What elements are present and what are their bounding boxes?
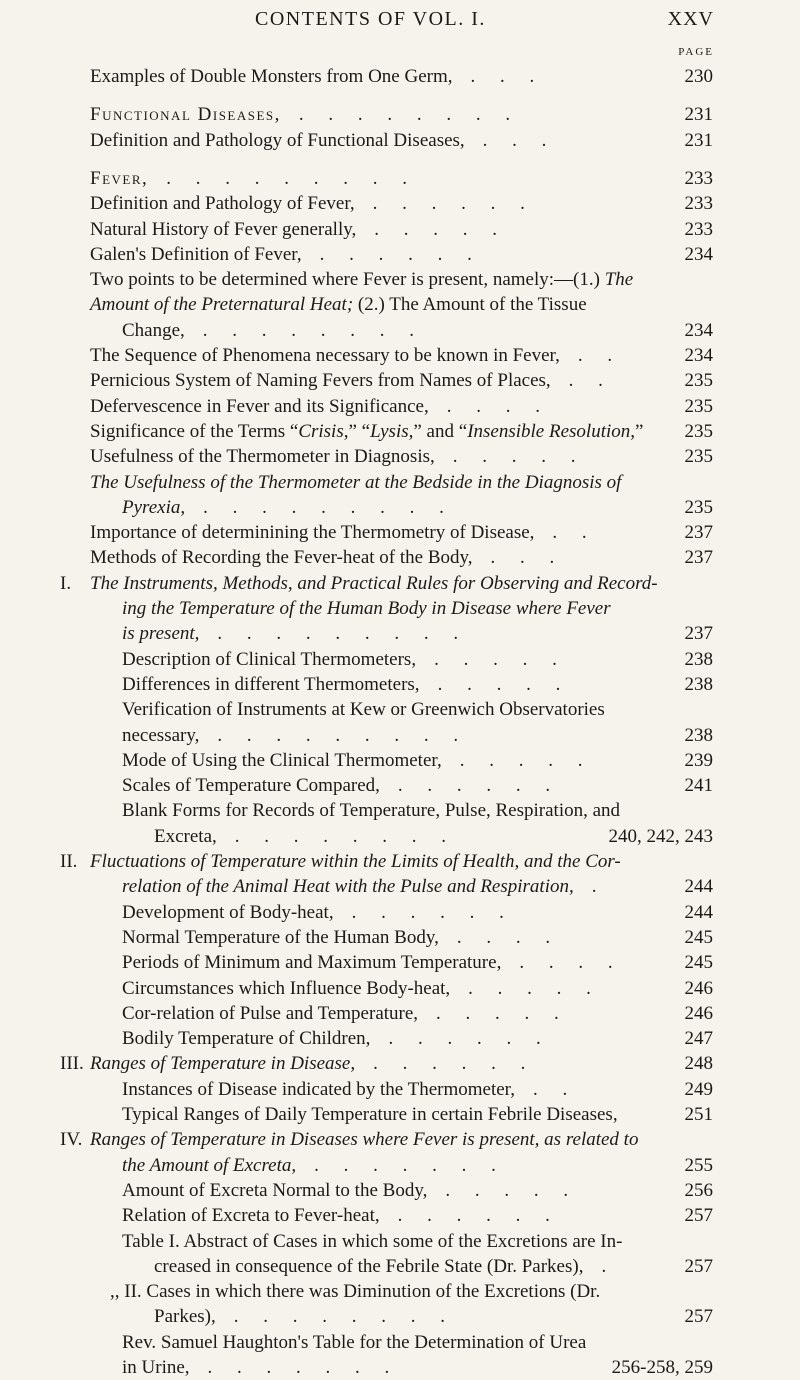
toc-entry (0, 1127, 800, 1152)
entry-title: Description of Clinical Thermometers, (122, 648, 417, 670)
toc-entry (0, 1153, 800, 1178)
entry-title: Verification of Instruments at Kew or Greenwich Observatories (122, 699, 605, 721)
toc-entry-text (90, 419, 700, 444)
toc-entry-text (122, 1102, 700, 1127)
entry-title: The Usefulness of the Thermometer at the Bedside in the Diagnosis of (90, 471, 622, 493)
page-number: 245 (684, 926, 713, 948)
leader-dots: . . . . . . (372, 193, 535, 215)
entry-title: Natural History of Fever generally, (90, 218, 357, 240)
toc-entry (0, 824, 800, 849)
entry-title: necessary, (122, 724, 200, 746)
page-number: 245 (684, 952, 713, 974)
leader-dots: . . . . . . . . (202, 319, 425, 341)
toc-entry-text (122, 1077, 700, 1102)
toc-entry (0, 621, 800, 646)
entry-title: Development of Body-heat, (122, 901, 334, 923)
toc-entry (0, 1355, 800, 1380)
page-number: 249 (684, 1078, 713, 1100)
toc-entry (0, 128, 800, 153)
page-number: 234 (684, 319, 713, 341)
toc-entry (0, 571, 800, 596)
page-number: 246 (684, 1002, 713, 1024)
entry-title: Parkes), (154, 1306, 216, 1328)
toc-entry-text (122, 748, 700, 773)
toc-entry-text (122, 672, 700, 697)
page-number: 235 (684, 446, 713, 468)
entry-title: Circumstances which Influence Body-heat, (122, 977, 451, 999)
entry-title: Functional Diseases, (90, 104, 281, 126)
page-number: 244 (684, 876, 713, 898)
toc-entry (0, 242, 800, 267)
entry-title: Periods of Minimum and Maximum Temperature, (122, 952, 502, 974)
entry-title: Excreta, (154, 825, 217, 847)
page-number: 238 (684, 648, 713, 670)
page-number: 239 (684, 749, 713, 771)
page-number: 248 (684, 1053, 713, 1075)
entry-title: Ranges of Temperature in Disease, (90, 1053, 356, 1075)
page-number: 234 (684, 345, 713, 366)
entry-title: Fluctuations of Temperature within the Limits of Health, and the Cor- (90, 851, 621, 872)
toc-entry-text (90, 217, 700, 242)
toc-entry-text (122, 874, 700, 899)
leader-dots: . . . . . (459, 749, 593, 771)
entry-title: Cor-relation of Pulse and Temperature, (122, 1002, 419, 1024)
page-number: 238 (684, 724, 713, 746)
entry-title: Pernicious System of Naming Fevers from Names of Places, (90, 370, 551, 392)
toc-entry (0, 925, 800, 950)
page-number: 235 (684, 395, 713, 417)
toc-entry (0, 64, 800, 89)
leader-dots: . (601, 1255, 617, 1277)
toc-entry-text (90, 444, 700, 469)
toc-entry (0, 672, 800, 697)
entry-title: The Sequence of Phenomena necessary to be known in Fever, (90, 345, 560, 366)
toc-entry (0, 798, 800, 823)
leader-dots: . . . . . . . (314, 1154, 506, 1176)
entry-title: Rev. Samuel Haughton's Table for the Determination of Urea (122, 1331, 587, 1353)
leader-dots: . . . . . . . . (234, 825, 457, 847)
toc-entry (0, 318, 800, 343)
toc-entry (0, 102, 800, 127)
page-column-label: PAGE (678, 46, 714, 58)
page-number: 256 (684, 1179, 713, 1201)
toc-entry-text (122, 621, 700, 646)
leader-dots: . . . . . . (319, 243, 482, 265)
entry-title: Instances of Disease indicated by the Thermometer, (122, 1078, 515, 1100)
entry-title: Definition and Pathology of Functional Diseases, (90, 129, 465, 151)
entry-title: Ranges of Temperature in Diseases where Fever is present, as related to (90, 1129, 639, 1151)
page-number: 235 (684, 420, 713, 442)
leader-dots: . . . . (456, 926, 561, 948)
toc-entry-text (90, 343, 700, 368)
toc-entry-text (122, 697, 700, 722)
leader-dots: . . . (470, 66, 545, 87)
leader-dots: . . . (490, 547, 565, 569)
entry-title: Galen's Definition of Fever, (90, 243, 302, 265)
toc-entry-text (60, 571, 700, 596)
leader-dots: . . . . (519, 952, 623, 974)
toc-entry-text (154, 1304, 700, 1329)
toc-entry (0, 1330, 800, 1355)
toc-entry-text (90, 470, 700, 495)
page-number: 237 (684, 522, 713, 544)
leader-dots: . . . . . (437, 673, 571, 695)
toc-entry-text (122, 1229, 700, 1254)
toc-entry (0, 773, 800, 798)
leader-dots: . . . . . . (397, 1205, 560, 1227)
toc-entry (0, 1001, 800, 1026)
leader-dots: . . . . . . . . (298, 104, 521, 126)
entry-title: in Urine, (122, 1357, 190, 1378)
page-number: 231 (684, 129, 713, 151)
toc-entry (0, 874, 800, 899)
toc-entry (0, 1279, 800, 1304)
entry-title: Normal Temperature of the Human Body, (122, 926, 439, 948)
toc-entry (0, 520, 800, 545)
toc-entry-text (122, 723, 700, 748)
toc-entry (0, 723, 800, 748)
toc-entry (0, 1304, 800, 1329)
leader-dots: . . (577, 345, 623, 366)
entry-title: creased in consequence of the Febrile State (Dr. Parkes), (154, 1255, 584, 1277)
entry-title: Examples of Double Monsters from One Germ, (90, 66, 453, 87)
toc-entry (0, 1254, 800, 1279)
toc-entry-text (60, 1051, 700, 1076)
toc-entry-text (60, 1127, 700, 1152)
leader-dots: . . . . (446, 395, 550, 417)
leader-dots: . . . . . (468, 977, 601, 999)
leader-dots: . . . . . (452, 446, 586, 468)
entry-title: Bodily Temperature of Children, (122, 1028, 371, 1050)
entry-title: Definition and Pathology of Fever, (90, 193, 355, 215)
toc-entry (0, 1077, 800, 1102)
entry-title: Two points to be determined where Fever is present, namely:—(1.) The (90, 269, 634, 291)
toc-entry-text (60, 849, 700, 874)
page-number: 233 (684, 167, 713, 189)
toc-entry (0, 267, 800, 292)
page-number: 257 (684, 1205, 713, 1227)
leader-dots: . . . . . . . . . (166, 167, 418, 189)
page-number: 255 (684, 1154, 713, 1176)
page-number: 247 (684, 1028, 713, 1050)
page-number: 257 (684, 1255, 713, 1277)
page-number: 233 (684, 218, 713, 240)
toc-entry (0, 444, 800, 469)
toc-entry-text (90, 394, 700, 419)
leader-dots: . . . . . (374, 218, 508, 240)
entry-title: Differences in different Thermometers, (122, 673, 420, 695)
section-numeral: II. (60, 851, 78, 872)
toc-entry-text (122, 773, 700, 798)
toc-entry-text (122, 1153, 700, 1178)
toc-entry (0, 1102, 800, 1127)
entry-title: Amount of the Preternatural Heat; (2.) The Amount of the Tissue (90, 294, 587, 316)
running-title: CONTENTS OF VOL. I. (255, 8, 486, 30)
entry-title: Table I. Abstract of Cases in which some of the Excretions are In- (122, 1230, 623, 1252)
toc-entry-text (122, 950, 700, 975)
toc-entry-text (122, 976, 700, 1001)
page-number: 251 (684, 1104, 713, 1125)
entry-title: is present, (122, 623, 200, 645)
page-number: 237 (684, 547, 713, 569)
entry-title: The Instruments, Methods, and Practical Rules for Observing and Record- (90, 572, 658, 594)
entry-title: ing the Temperature of the Human Body in Disease where Fever (122, 598, 611, 619)
page-number: 235 (684, 496, 713, 518)
page-header (0, 8, 800, 38)
entry-title: Typical Ranges of Daily Temperature in certain Febrile Diseases, (122, 1104, 618, 1125)
toc-entry-text (122, 1203, 700, 1228)
toc-entry (0, 1026, 800, 1051)
page-number: 244 (684, 901, 713, 923)
leader-dots: . . . (482, 129, 557, 151)
toc-entry-text (90, 102, 700, 127)
toc-entry (0, 1178, 800, 1203)
page-number: 234 (684, 243, 713, 265)
toc-entry (0, 495, 800, 520)
page-number: 233 (684, 193, 713, 215)
toc-entry (0, 1203, 800, 1228)
toc-entry-text (122, 900, 700, 925)
page-number: 257 (684, 1306, 713, 1328)
page-number: 246 (684, 977, 713, 999)
entry-title: Methods of Recording the Fever-heat of the Body, (90, 547, 473, 569)
section-numeral: I. (60, 572, 72, 594)
entry-title: Significance of the Terms “Crisis,” “Lysis,” and “Insensible Resolution,” (90, 420, 644, 442)
entry-title: Scales of Temperature Compared, (122, 775, 380, 797)
toc-entry (0, 976, 800, 1001)
entry-title: Mode of Using the Clinical Thermometer, (122, 749, 442, 771)
toc-entry-text (122, 1001, 700, 1026)
page-number: 241 (684, 775, 713, 797)
toc-entry-text (122, 798, 700, 823)
page-number: 235 (684, 370, 713, 392)
toc-entry-text (122, 1178, 700, 1203)
toc-entry (0, 368, 800, 393)
entry-title: Amount of Excreta Normal to the Body, (122, 1179, 428, 1201)
toc-entry-text (110, 1279, 700, 1304)
toc-entry-text (90, 166, 700, 191)
entry-title: Blank Forms for Records of Temperature, Pulse, Respiration, and (122, 800, 621, 822)
toc-entry-text (154, 1254, 700, 1279)
toc-entry-text (122, 495, 700, 520)
leader-dots: . . . . . . (388, 1028, 551, 1050)
toc-entry-text (122, 318, 700, 343)
toc-entry-text (122, 1026, 700, 1051)
entry-title: Importance of determinining the Thermometry of Disease, (90, 522, 535, 544)
page-number: 237 (684, 623, 713, 645)
leader-dots: . . (552, 522, 597, 544)
section-numeral: III. (60, 1053, 84, 1075)
toc-entry (0, 1229, 800, 1254)
entry-title: Fever, (90, 167, 149, 189)
toc-entry (0, 900, 800, 925)
toc-entry (0, 950, 800, 975)
page-number: 240, 242, 243 (608, 825, 713, 847)
toc-entry-text (90, 292, 700, 317)
entry-title: Usefulness of the Thermometer in Diagnosis, (90, 446, 435, 468)
leader-dots: . . . . . (434, 648, 567, 670)
toc-entry-text (122, 596, 700, 621)
page-number: 231 (684, 104, 713, 126)
toc-entry (0, 470, 800, 495)
leader-dots: . . . . . . (373, 1053, 536, 1075)
entry-title: the Amount of Excreta, (122, 1154, 297, 1176)
leader-dots: . . . . . . (397, 775, 561, 797)
section-numeral: IV. (60, 1129, 83, 1151)
toc-entry-text (122, 925, 700, 950)
page-number: 238 (684, 673, 713, 695)
toc-entry-text (90, 128, 700, 153)
toc-entry-text (90, 267, 700, 292)
leader-dots: . . (568, 370, 613, 392)
toc-entry (0, 1051, 800, 1076)
toc-entry-text (90, 545, 700, 570)
toc-entry (0, 343, 800, 368)
toc-entry-text (90, 242, 700, 267)
page-number: 256-258, 259 (611, 1357, 713, 1378)
entry-title: ,, II. Cases in which there was Diminution of the Excretions (Dr. (110, 1281, 601, 1303)
toc-entry-text (90, 64, 700, 89)
page-number: 230 (684, 66, 713, 87)
entry-title: Change, (122, 319, 185, 341)
toc-entry (0, 394, 800, 419)
toc-entry-text (122, 1330, 700, 1355)
entry-title: Relation of Excreta to Fever-heat, (122, 1205, 380, 1227)
page-numeral: XXV (667, 8, 714, 30)
entry-title: Pyrexia, (122, 496, 186, 518)
toc-entry (0, 191, 800, 216)
leader-dots: . . . . . . . . . (217, 623, 469, 645)
toc-entry (0, 849, 800, 874)
leader-dots: . . . . . . . . (233, 1306, 455, 1328)
toc-entry-text (122, 647, 700, 672)
toc-entry (0, 419, 800, 444)
toc-entry (0, 292, 800, 317)
leader-dots: . . . . . (436, 1002, 569, 1024)
toc-entry (0, 545, 800, 570)
leader-dots: . . . . . . . . . (203, 496, 454, 518)
toc-entry (0, 166, 800, 191)
leader-dots: . . (533, 1078, 578, 1100)
toc-entry-text (90, 520, 700, 545)
toc-entry (0, 748, 800, 773)
entry-title: Defervescence in Fever and its Significance, (90, 395, 429, 417)
toc-entry (0, 647, 800, 672)
toc-entry-text (90, 368, 700, 393)
leader-dots: . . . . . . (351, 901, 514, 923)
toc-entry (0, 596, 800, 621)
toc-entry (0, 217, 800, 242)
leader-dots: . . . . . . . . . (217, 724, 469, 746)
toc-entry-text (90, 191, 700, 216)
entry-title: relation of the Animal Heat with the Pulse and Respiration, (122, 876, 574, 898)
leader-dots: . . . . . . . (207, 1357, 400, 1378)
leader-dots: . . . . . (445, 1179, 579, 1201)
toc-entry (0, 697, 800, 722)
leader-dots: . (591, 876, 607, 898)
